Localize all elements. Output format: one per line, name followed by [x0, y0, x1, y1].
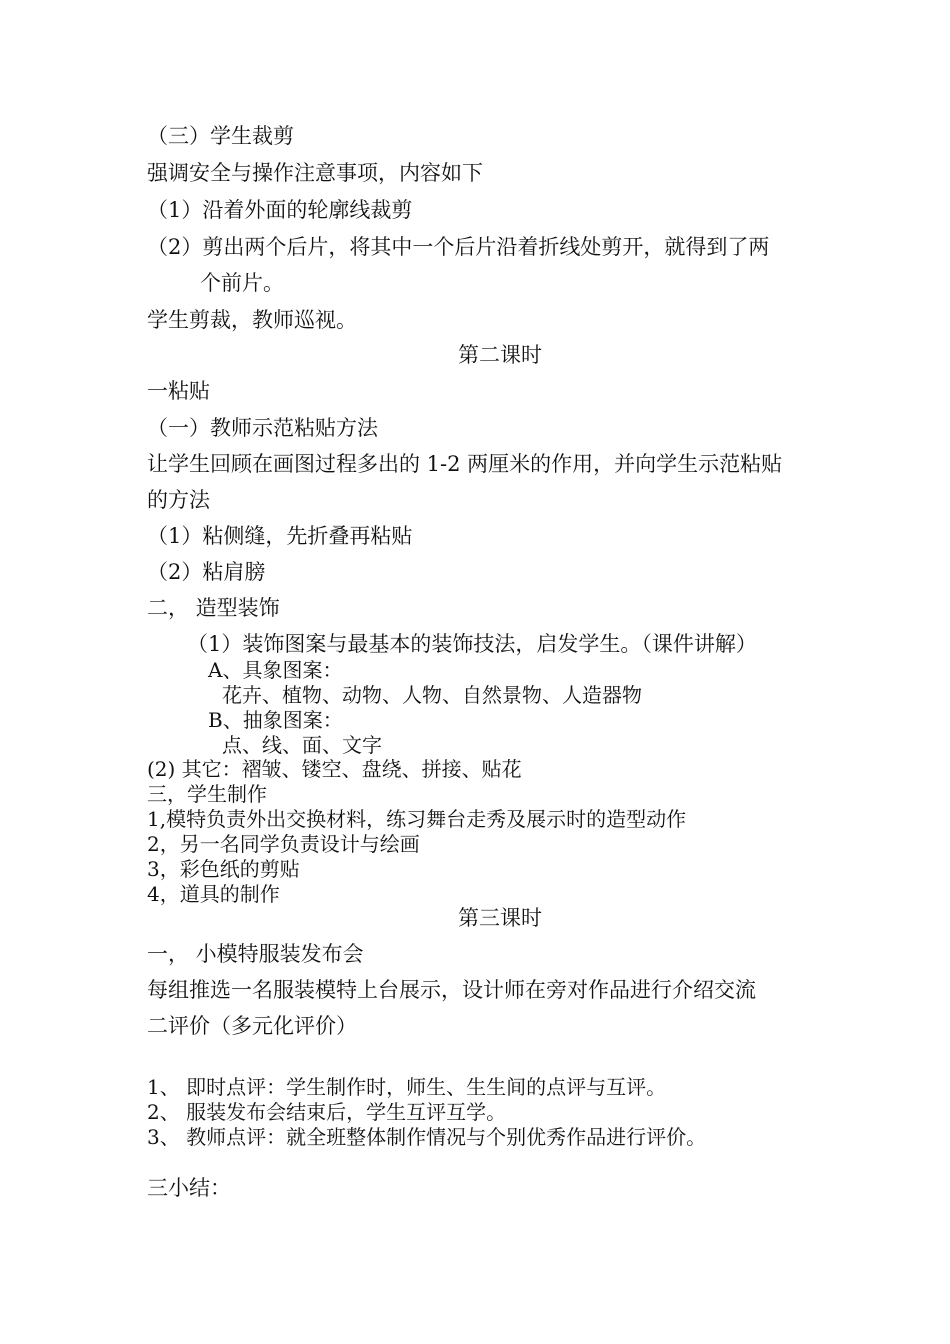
text-line: 学生剪裁，教师巡视。	[147, 308, 357, 332]
lesson-heading-third: 第三课时	[458, 906, 542, 930]
list-item: 2、 服装发布会结束后，学生互评互学。	[147, 1100, 507, 1124]
list-item: 3、 教师点评：就全班整体制作情况与个别优秀作品进行评价。	[147, 1125, 707, 1149]
lesson-heading-second: 第二课时	[458, 343, 542, 367]
list-item: 4，道具的制作	[147, 882, 280, 906]
list-item: 2，另一名同学负责设计与绘画	[147, 832, 420, 856]
section-heading-summary: 三小结：	[147, 1176, 231, 1200]
list-item: （2）剪出两个后片，将其中一个后片沿着折线处剪开，就得到了两	[147, 235, 770, 259]
sub-item-detail: 花卉、植物、动物、人物、自然景物、人造器物	[222, 683, 642, 707]
list-item: 1,模特负责外出交换材料，练习舞台走秀及展示时的造型动作	[147, 807, 687, 831]
list-item: （1）沿着外面的轮廓线裁剪	[147, 198, 413, 222]
section-heading-fashion-show: 一， 小模特服装发布会	[147, 942, 364, 966]
section-heading-styling-decoration: 二， 造型装饰	[147, 596, 280, 620]
section-heading-student-cutting: （三）学生裁剪	[147, 124, 294, 148]
sub-item-detail: 点、线、面、文字	[222, 733, 382, 757]
text-line: 每组推选一名服装模特上台展示，设计师在旁对作品进行介绍交流	[147, 978, 756, 1002]
list-item: （1）装饰图案与最基本的装饰技法，启发学生。（课件讲解）	[187, 632, 757, 656]
sub-item-heading: B、抽象图案：	[208, 708, 343, 732]
sub-item-heading: A、具象图案：	[208, 658, 343, 682]
text-line: 让学生回顾在画图过程多出的 1-2 两厘米的作用，并向学生示范粘贴	[147, 452, 783, 476]
list-item: (2) 其它：褶皱、镂空、盘绕、拼接、贴花	[147, 757, 522, 781]
list-item-continuation: 个前片。	[200, 271, 284, 295]
subsection-heading: （一）教师示范粘贴方法	[147, 416, 378, 440]
text-line: 强调安全与操作注意事项，内容如下	[147, 161, 483, 185]
section-heading-pasting: 一粘贴	[147, 379, 210, 403]
list-item: （1）粘侧缝，先折叠再粘贴	[147, 524, 413, 548]
list-item: 1、 即时点评：学生制作时，师生、生生间的点评与互评。	[147, 1075, 667, 1099]
section-heading-evaluation: 二评价（多元化评价）	[147, 1014, 357, 1038]
list-item: （2）粘肩膀	[147, 560, 266, 584]
text-line-continuation: 的方法	[147, 488, 210, 512]
list-item: 3，彩色纸的剪贴	[147, 857, 300, 881]
section-heading-student-making: 三，学生制作	[147, 782, 267, 806]
